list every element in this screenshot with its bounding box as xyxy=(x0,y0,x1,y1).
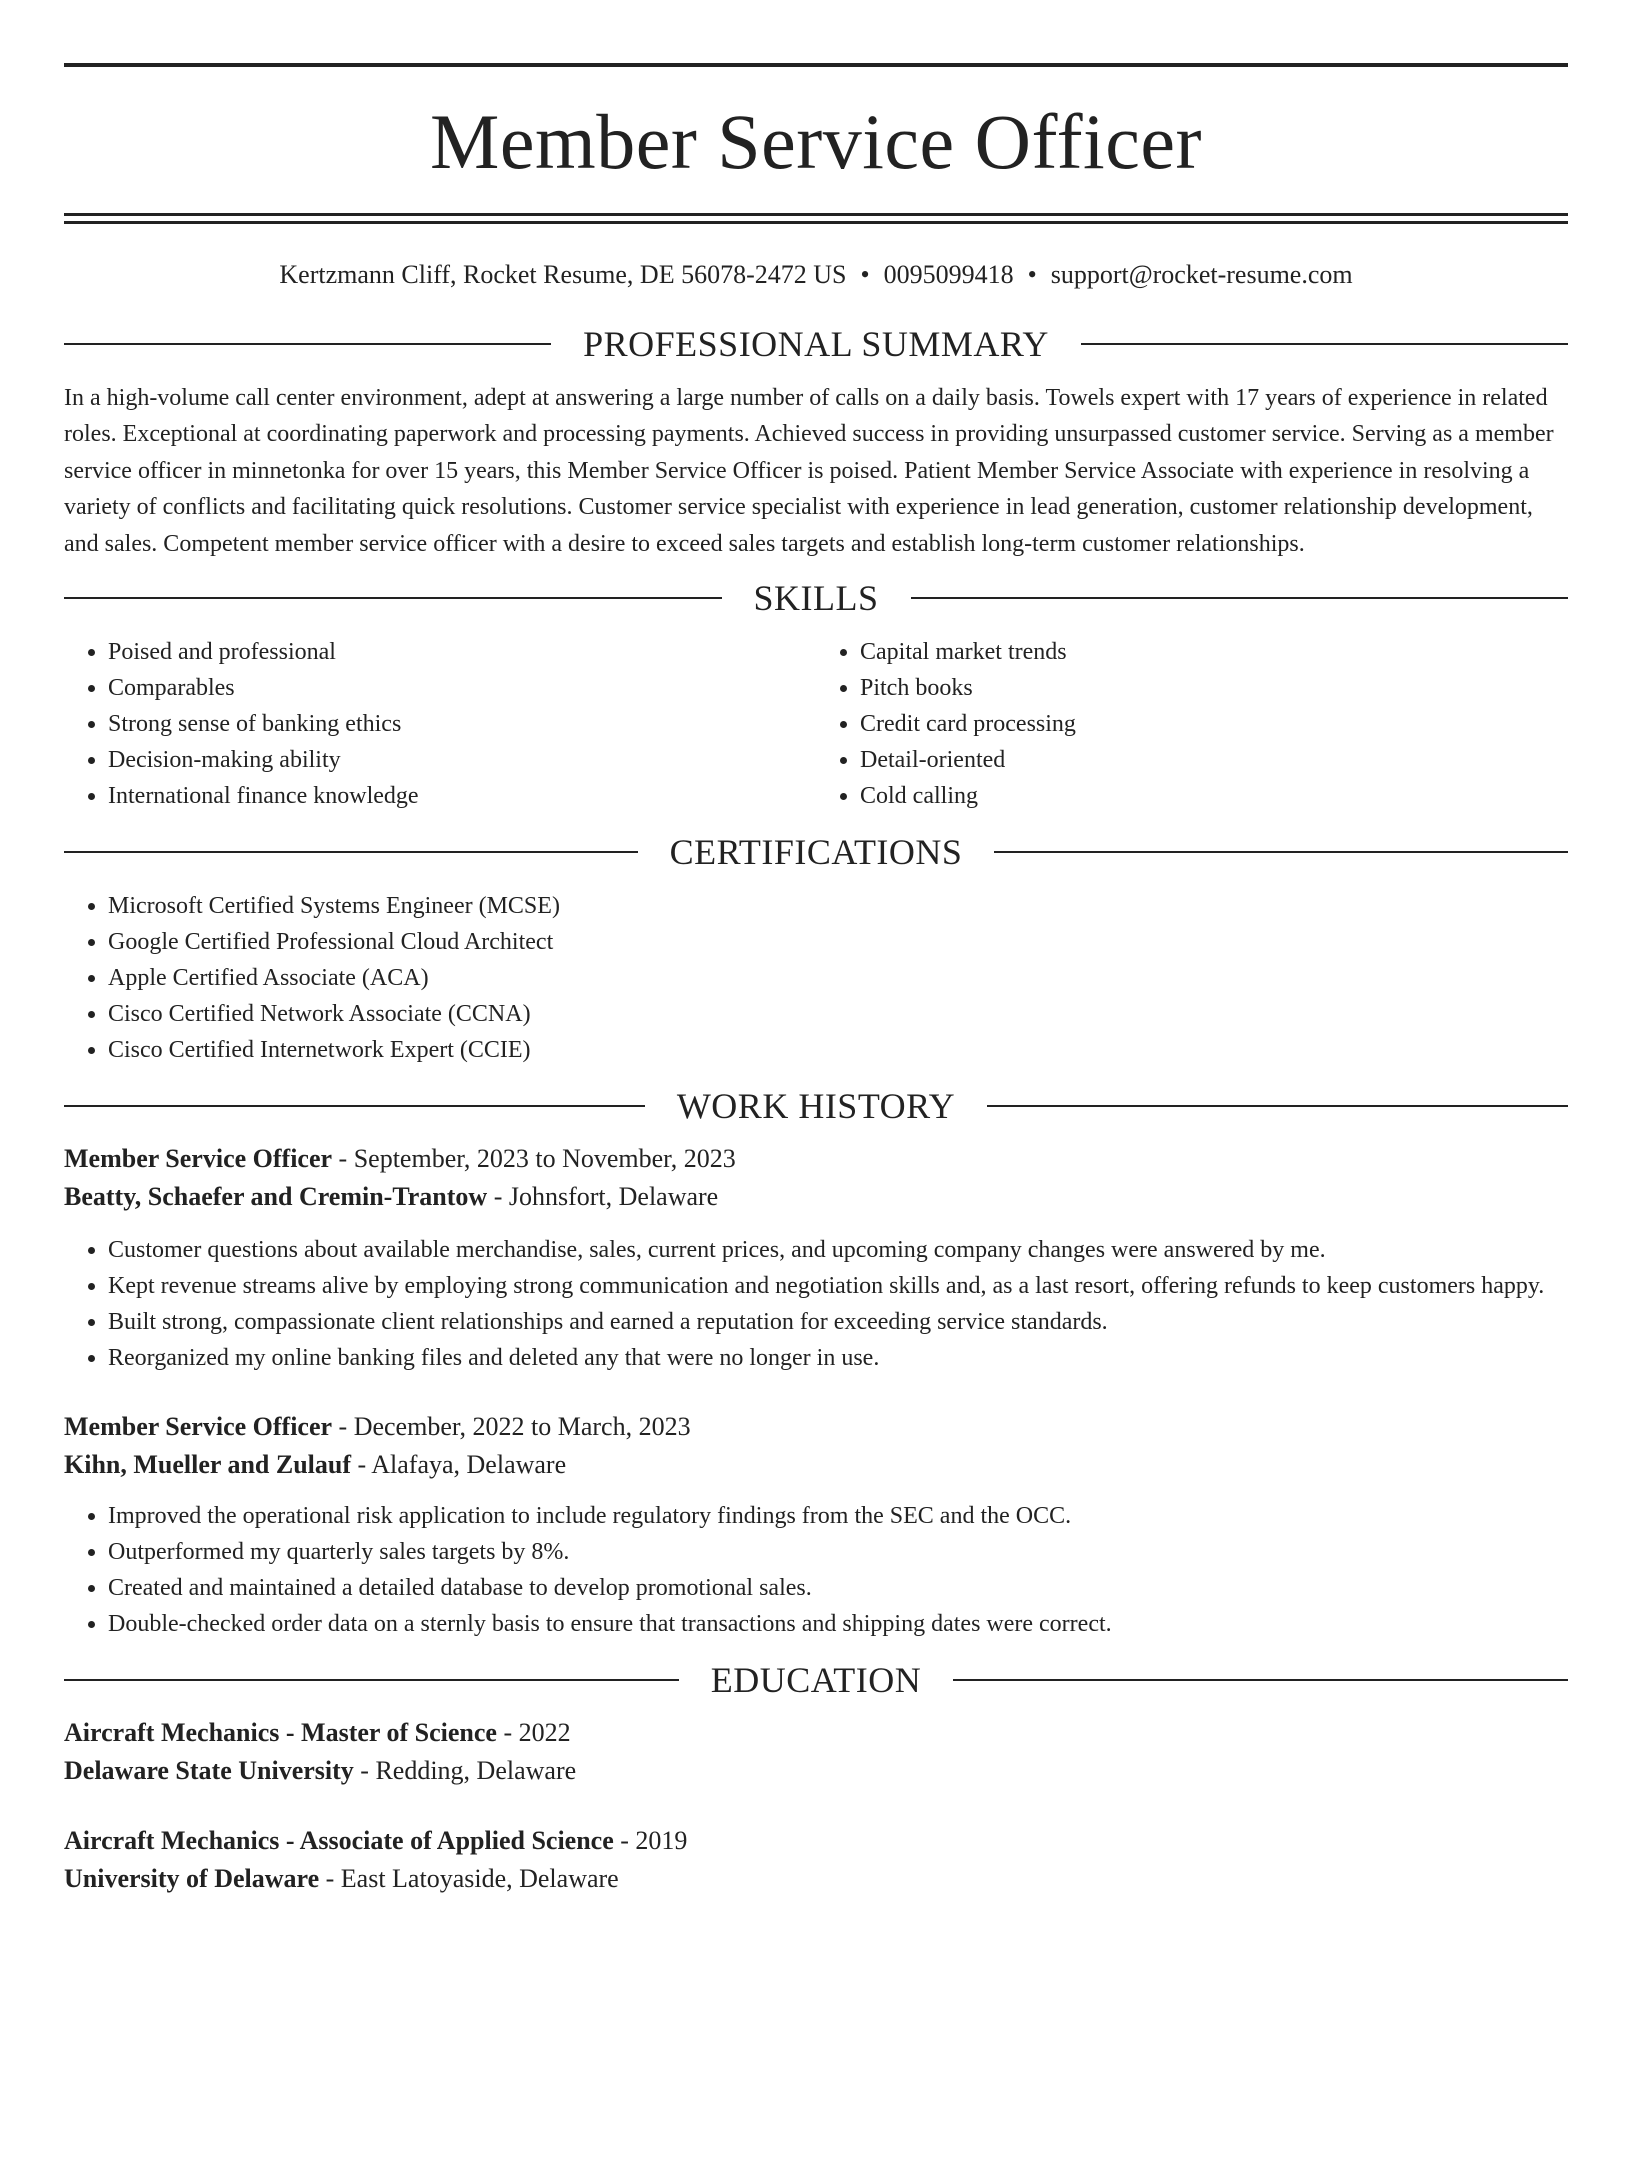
job-role: Member Service Officer xyxy=(64,1412,333,1442)
education-school-line xyxy=(64,1860,1568,1898)
section-header-education xyxy=(64,1660,1568,1700)
job-bullets xyxy=(64,1498,1568,1642)
job-bullet: • Reorganized my online banking files and deleted any that were no longer in use. xyxy=(108,1340,1568,1376)
section-title: WORK HISTORY xyxy=(676,1086,956,1127)
education-location: - Redding, Delaware xyxy=(353,1756,577,1786)
contact-phone: 0095099418 xyxy=(883,260,1014,289)
section-rule xyxy=(987,1105,1568,1107)
education-entry xyxy=(64,1714,1568,1790)
education-degree: Aircraft Mechanics - Master of Science xyxy=(64,1718,497,1748)
education-degree-line xyxy=(64,1714,1568,1752)
skills-list-right xyxy=(816,634,1568,814)
job-bullet: • Improved the operational risk application to include regulatory findings from the SEC and the OCC. xyxy=(108,1498,1568,1534)
job-role: Member Service Officer xyxy=(64,1144,333,1174)
contact-separator: • xyxy=(1027,260,1037,289)
certification-item: • Microsoft Certified Systems Engineer (MCSE) xyxy=(108,888,1568,924)
skills-list-left xyxy=(64,634,816,814)
job-bullets xyxy=(64,1232,1568,1376)
job-entry xyxy=(64,1140,1568,1376)
section-title: EDUCATION xyxy=(710,1660,922,1701)
section-rule xyxy=(953,1679,1568,1681)
section-rule xyxy=(64,1679,679,1681)
job-bullet: • Kept revenue streams alive by employing strong communication and negotiation skills and, as a last resort, offering refunds to keep customers happy. xyxy=(108,1268,1568,1304)
section-header-certifications xyxy=(64,832,1568,872)
skill-item: • International finance knowledge xyxy=(108,778,816,814)
education-school-line xyxy=(64,1752,1568,1790)
certifications-list xyxy=(64,888,1568,1068)
job-company-line xyxy=(64,1178,1568,1216)
education-year: - 2019 xyxy=(613,1826,688,1856)
section-header-skills xyxy=(64,578,1568,618)
resume-page xyxy=(0,63,1632,2175)
section-rule xyxy=(64,1105,645,1107)
skill-item: • Credit card processing xyxy=(860,706,1568,742)
job-bullet: • Double-checked order data on a sternly basis to ensure that transactions and shipping dates were correct. xyxy=(108,1606,1568,1642)
skill-item: • Pitch books xyxy=(860,670,1568,706)
section-header-work-history xyxy=(64,1086,1568,1126)
job-bullet: • Outperformed my quarterly sales targets by 8%. xyxy=(108,1534,1568,1570)
section-rule xyxy=(1081,343,1568,345)
education-location: - East Latoyaside, Delaware xyxy=(319,1864,619,1894)
education-degree: Aircraft Mechanics - Associate of Applied Science xyxy=(64,1826,614,1856)
section-rule xyxy=(64,597,722,599)
education-degree-line xyxy=(64,1822,1568,1860)
skill-item: • Comparables xyxy=(108,670,816,706)
section-title: SKILLS xyxy=(753,578,879,619)
section-rule xyxy=(64,851,638,853)
job-location: - Johnsfort, Delaware xyxy=(487,1182,719,1212)
contact-address: Kertzmann Cliff, Rocket Resume, DE 56078-2472 US xyxy=(279,260,847,289)
job-dates: - December, 2022 to March, 2023 xyxy=(332,1412,691,1442)
education-school: University of Delaware xyxy=(64,1864,320,1894)
section-rule xyxy=(64,343,551,345)
title-double-rule xyxy=(64,213,1568,224)
section-header-summary xyxy=(64,324,1568,364)
summary-text: In a high-volume call center environment, adept at answering a large number of calls on a daily basis. Towels expert with 17 years of experience in related roles. Exceptional at coordinating paperwork and processing payments. Achieved success in providing unsurpassed customer service. Serving as a member service officer in minnetonka for over 15 years, this Member Service Officer is poised. Patient Member Service Associate with experience in resolving a variety of conflicts and facilitating quick resolutions. Customer service specialist with experience in lead generation, customer relationship development, and sales. Competent member service officer with a desire to exceed sales targets and establish long-term customer relationships. xyxy=(64,385,1554,557)
job-dates: - September, 2023 to November, 2023 xyxy=(332,1144,736,1174)
skill-item: • Decision-making ability xyxy=(108,742,816,778)
certification-item: • Apple Certified Associate (ACA) xyxy=(108,960,1568,996)
job-company-line xyxy=(64,1446,1568,1484)
job-bullet: • Built strong, compassionate client relationships and earned a reputation for exceeding service standards. xyxy=(108,1304,1568,1340)
section-title: CERTIFICATIONS xyxy=(669,832,963,873)
job-company: Beatty, Schaefer and Cremin-Trantow xyxy=(64,1182,488,1212)
resume-title: Member Service Officer xyxy=(430,98,1202,185)
job-role-line xyxy=(64,1140,1568,1178)
education-entry xyxy=(64,1822,1568,1898)
contact-separator: • xyxy=(860,260,870,289)
contact-email: support@rocket-resume.com xyxy=(1050,260,1353,289)
top-rule xyxy=(64,63,1568,67)
skills-grid xyxy=(64,634,1568,814)
education-year: - 2022 xyxy=(496,1718,571,1748)
job-company: Kihn, Mueller and Zulauf xyxy=(64,1450,352,1480)
job-entry xyxy=(64,1408,1568,1642)
contact-line xyxy=(64,260,1568,290)
skill-item: • Cold calling xyxy=(860,778,1568,814)
job-bullet: • Created and maintained a detailed database to develop promotional sales. xyxy=(108,1570,1568,1606)
certification-item: • Cisco Certified Internetwork Expert (CCIE) xyxy=(108,1032,1568,1068)
skill-item: • Poised and professional xyxy=(108,634,816,670)
skill-item: • Strong sense of banking ethics xyxy=(108,706,816,742)
section-rule xyxy=(911,597,1569,599)
certification-item: • Cisco Certified Network Associate (CCNA) xyxy=(108,996,1568,1032)
skill-item: • Capital market trends xyxy=(860,634,1568,670)
section-rule xyxy=(994,851,1568,853)
certification-item: • Google Certified Professional Cloud Architect xyxy=(108,924,1568,960)
job-role-line xyxy=(64,1408,1568,1446)
education-school: Delaware State University xyxy=(64,1756,354,1786)
section-title: PROFESSIONAL SUMMARY xyxy=(583,324,1049,364)
job-location: - Alafaya, Delaware xyxy=(351,1450,567,1480)
skill-item: • Detail-oriented xyxy=(860,742,1568,778)
job-bullet: • Customer questions about available merchandise, sales, current prices, and upcoming company changes were answered by me. xyxy=(108,1232,1568,1268)
